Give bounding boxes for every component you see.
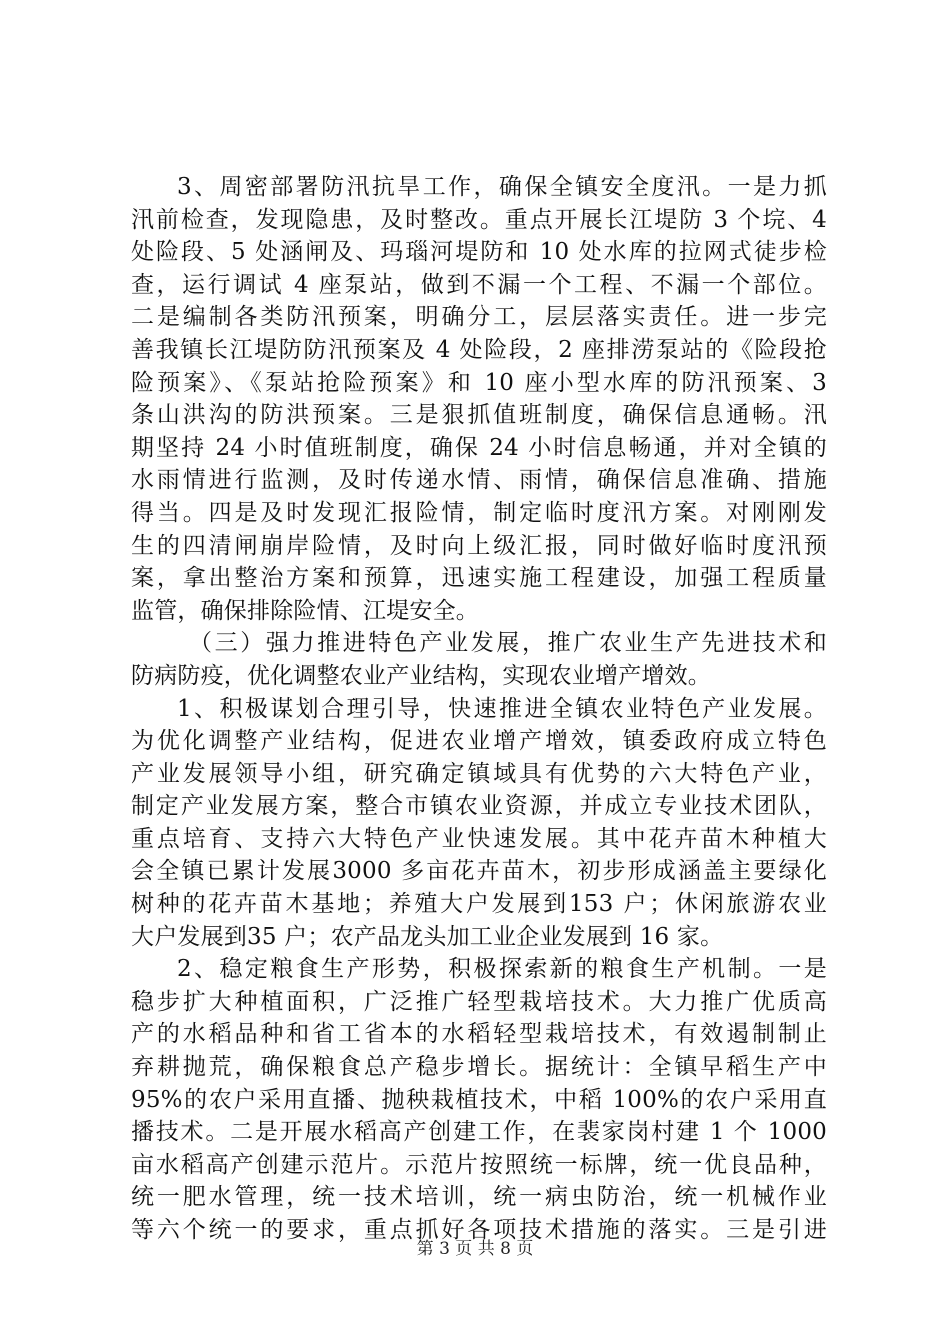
text-line: 查，运行调试 4 座泵站，做到不漏一个工程、不漏一个部位。 <box>131 271 827 298</box>
text-line: 2、稳定粮食生产形势，积极探索新的粮食生产机制。一是 <box>177 956 827 983</box>
text-line: 期坚持 24 小时值班制度，确保 24 小时信息畅通，并对全镇的 <box>131 434 827 461</box>
body-text <box>131 171 827 1247</box>
text-line: 为优化调整产业结构，促进农业增产增效，镇委政府成立特色 <box>131 728 827 755</box>
text-line: （三）强力推进特色产业发展，推广农业生产先进技术和 <box>189 630 827 657</box>
text-line: 稳步扩大种植面积，广泛推广轻型栽培技术。大力推广优质高 <box>131 988 827 1015</box>
page-footer: 第 3 页 共 8 页 <box>416 1239 534 1259</box>
text-line: 善我镇长江堤防防汛预案及 4 处险段，2 座排涝泵站的《险段抢 <box>131 336 827 363</box>
text-line: 监管，确保排除险情、江堤安全。 <box>131 597 479 624</box>
text-line: 亩水稻高产创建示范片。示范片按照统一标牌，统一优良品种， <box>131 1151 827 1178</box>
text-line: 统一肥水管理，统一技术培训，统一病虫防治，统一机械作业 <box>131 1184 827 1211</box>
text-line: 防病防疫，优化调整农业产业结构，实现农业增产增效。 <box>131 662 711 689</box>
text-line: 产的水稻品种和省工省本的水稻轻型栽培技术，有效遏制制止 <box>131 1021 827 1048</box>
text-line: 条山洪沟的防洪预案。三是狠抓值班制度，确保信息通畅。汛 <box>131 402 827 429</box>
text-line: 1、积极谋划合理引导，快速推进全镇农业特色产业发展。 <box>177 695 827 722</box>
text-line: 制定产业发展方案，整合市镇农业资源，并成立专业技术团队， <box>131 793 827 820</box>
text-line: 重点培育、支持六大特色产业快速发展。其中花卉苗木种植大 <box>131 825 827 852</box>
text-line: 水雨情进行监测，及时传递水情、雨情，确保信息准确、措施 <box>131 467 827 494</box>
text-line: 处险段、5 处涵闸及、玛瑙河堤防和 10 处水库的拉网式徒步检 <box>131 239 827 266</box>
text-line: 树种的花卉苗木基地；养殖大户发展到153 户；休闲旅游农业 <box>131 891 827 918</box>
text-line: 弃耕抛荒，确保粮食总产稳步增长。据统计：全镇早稻生产中 <box>131 1054 827 1081</box>
text-line: 汛前检查，发现隐患，及时整改。重点开展长江堤防 3 个垸、4 <box>131 206 827 233</box>
text-line: 险预案》、《泵站抢险预案》和 10 座小型水库的防汛预案、3 <box>131 369 827 396</box>
text-line: 3、周密部署防汛抗旱工作，确保全镇安全度汛。一是力抓 <box>177 174 827 200</box>
text-line: 播技术。二是开展水稻高产创建工作，在裴家岗村建 1 个 1000 <box>131 1119 827 1146</box>
text-line: 二是编制各类防汛预案，明确分工，层层落实责任。进一步完 <box>131 304 827 331</box>
text-line: 案，拿出整治方案和预算，迅速实施工程建设，加强工程质量 <box>131 565 827 592</box>
text-line: 得当。四是及时发现汇报险情，制定临时度汛方案。对刚刚发 <box>131 499 827 526</box>
text-line: 95%的农户采用直播、抛秧栽植技术，中稻 100%的农户采用直 <box>131 1086 827 1113</box>
text-line: 大户发展到35 户；农产品龙头加工业企业发展到 16 家。 <box>131 923 724 950</box>
text-line: 生的四清闸崩岸险情，及时向上级汇报，同时做好临时度汛预 <box>131 532 827 559</box>
text-line: 产业发展领导小组，研究确定镇域具有优势的六大特色产业， <box>131 760 827 787</box>
text-line: 会全镇已累计发展3000 多亩花卉苗木，初步形成涵盖主要绿化 <box>131 858 827 885</box>
text-line: 等六个统一的要求，重点抓好各项技术措施的落实。三是引进 <box>131 1217 827 1243</box>
